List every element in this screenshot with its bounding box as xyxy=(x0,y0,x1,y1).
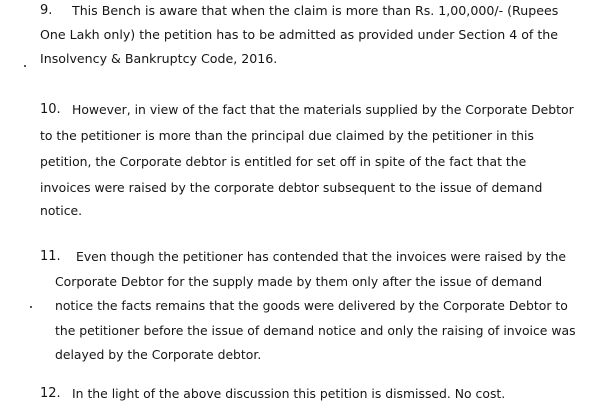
paragraph-line: Corporate Debtor for the supply made by them only after the issue of demand xyxy=(55,274,543,289)
paragraph-line: Insolvency & Bankruptcy Code, 2016. xyxy=(40,51,278,66)
paragraph-line: However, in view of the fact that the materials supplied by the Corporate Debtor xyxy=(72,102,574,117)
paragraph-number: 11. xyxy=(40,249,61,264)
paragraph-line: This Bench is aware that when the claim is more than Rs. 1,00,000/- (Rupees xyxy=(72,3,559,18)
paragraph-number: 12. xyxy=(40,386,61,401)
paragraph-number: 9. xyxy=(40,3,53,18)
paragraph-line: Even though the petitioner has contended that the invoices were raised by the xyxy=(76,249,567,264)
paragraph-line: delayed by the Corporate debtor. xyxy=(55,347,262,362)
paragraph-line: One Lakh only) the petition has to be admitted as provided under Section 4 of the xyxy=(40,27,559,42)
paragraph-line: notice the facts remains that the goods were delivered by the Corporate Debtor to xyxy=(55,298,568,313)
paragraph-line: petition, the Corporate debtor is entitled for set off in spite of the fact that the xyxy=(40,154,527,169)
paragraph-line: invoices were raised by the corporate debtor subsequent to the issue of demand xyxy=(40,180,543,195)
paragraph-line: to the petitioner is more than the principal due claimed by the petitioner in this xyxy=(40,128,534,143)
paragraph-line: notice. xyxy=(40,203,83,218)
paragraph-number: 10. xyxy=(40,102,61,117)
paragraph-line: In the light of the above discussion this petition is dismissed. No cost. xyxy=(72,386,506,401)
scan-speck xyxy=(24,65,26,67)
paragraph-line: the petitioner before the issue of demand notice and only the raising of invoice was xyxy=(55,323,576,338)
scan-speck xyxy=(30,306,32,308)
